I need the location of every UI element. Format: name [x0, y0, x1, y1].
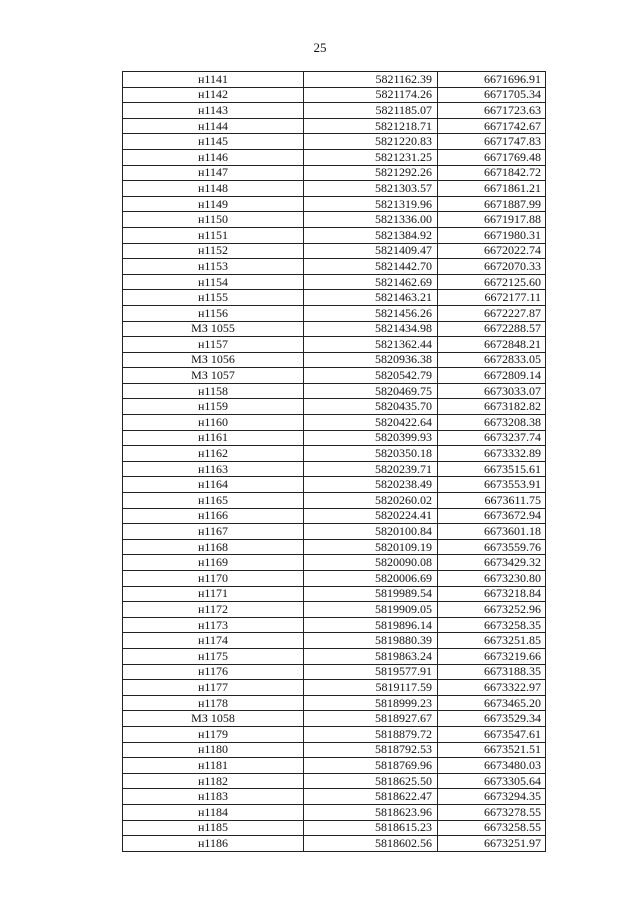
- y-coordinate-cell: 6671842.72: [438, 165, 546, 181]
- table-row: [123, 305, 546, 321]
- y-coordinate-cell: 6673547.61: [438, 726, 546, 742]
- x-coordinate-cell: 5818622.47: [304, 789, 438, 805]
- x-coordinate-cell: 5819117.59: [304, 680, 438, 696]
- y-coordinate-cell: 6673218.84: [438, 586, 546, 602]
- table-row: [123, 602, 546, 618]
- coordinates-table-body: [123, 72, 546, 852]
- table-row: [123, 695, 546, 711]
- x-coordinate-cell: 5819577.91: [304, 664, 438, 680]
- x-coordinate-cell: 5821319.96: [304, 196, 438, 212]
- point-id-cell: н1173: [123, 617, 304, 633]
- x-coordinate-cell: 5818625.50: [304, 773, 438, 789]
- table-row: [123, 633, 546, 649]
- table-row: [123, 274, 546, 290]
- coordinates-table: [122, 71, 546, 852]
- y-coordinate-cell: 6673237.74: [438, 430, 546, 446]
- x-coordinate-cell: 5818792.53: [304, 742, 438, 758]
- point-id-cell: н1146: [123, 149, 304, 165]
- x-coordinate-cell: 5818927.67: [304, 711, 438, 727]
- y-coordinate-cell: 6673033.07: [438, 383, 546, 399]
- table-row: [123, 742, 546, 758]
- y-coordinate-cell: 6673611.75: [438, 493, 546, 509]
- table-row: [123, 820, 546, 836]
- point-id-cell: н1186: [123, 836, 304, 852]
- x-coordinate-cell: 5821162.39: [304, 72, 438, 88]
- y-coordinate-cell: 6671769.48: [438, 149, 546, 165]
- point-id-cell: н1152: [123, 243, 304, 259]
- point-id-cell: н1147: [123, 165, 304, 181]
- y-coordinate-cell: 6673278.55: [438, 804, 546, 820]
- point-id-cell: н1175: [123, 648, 304, 664]
- x-coordinate-cell: 5818623.96: [304, 804, 438, 820]
- point-id-cell: н1149: [123, 196, 304, 212]
- table-row: [123, 134, 546, 150]
- table-row: [123, 773, 546, 789]
- y-coordinate-cell: 6673553.91: [438, 477, 546, 493]
- x-coordinate-cell: 5818602.56: [304, 836, 438, 852]
- table-row: [123, 539, 546, 555]
- table-row: [123, 87, 546, 103]
- point-id-cell: н1161: [123, 430, 304, 446]
- table-row: [123, 243, 546, 259]
- point-id-cell: н1179: [123, 726, 304, 742]
- table-row: [123, 259, 546, 275]
- y-coordinate-cell: 6673529.34: [438, 711, 546, 727]
- table-row: [123, 118, 546, 134]
- y-coordinate-cell: 6673251.97: [438, 836, 546, 852]
- x-coordinate-cell: 5821362.44: [304, 337, 438, 353]
- table-row: [123, 149, 546, 165]
- x-coordinate-cell: 5820238.49: [304, 477, 438, 493]
- x-coordinate-cell: 5820422.64: [304, 415, 438, 431]
- x-coordinate-cell: 5821303.57: [304, 181, 438, 197]
- y-coordinate-cell: 6673322.97: [438, 680, 546, 696]
- point-id-cell: н1159: [123, 399, 304, 415]
- table-row: [123, 383, 546, 399]
- table-row: [123, 212, 546, 228]
- x-coordinate-cell: 5821218.71: [304, 118, 438, 134]
- point-id-cell: н1165: [123, 493, 304, 509]
- x-coordinate-cell: 5820224.41: [304, 508, 438, 524]
- x-coordinate-cell: 5821174.26: [304, 87, 438, 103]
- table-row: [123, 227, 546, 243]
- x-coordinate-cell: 5821292.26: [304, 165, 438, 181]
- point-id-cell: н1160: [123, 415, 304, 431]
- table-row: [123, 430, 546, 446]
- y-coordinate-cell: 6672070.33: [438, 259, 546, 275]
- x-coordinate-cell: 5820260.02: [304, 493, 438, 509]
- table-row: [123, 415, 546, 431]
- point-id-cell: н1170: [123, 571, 304, 587]
- y-coordinate-cell: 6671747.83: [438, 134, 546, 150]
- x-coordinate-cell: 5820239.71: [304, 461, 438, 477]
- table-row: [123, 508, 546, 524]
- point-id-cell: МЗ 1055: [123, 321, 304, 337]
- point-id-cell: н1158: [123, 383, 304, 399]
- table-row: [123, 461, 546, 477]
- point-id-cell: н1144: [123, 118, 304, 134]
- table-row: [123, 165, 546, 181]
- y-coordinate-cell: 6672833.05: [438, 352, 546, 368]
- y-coordinate-cell: 6673258.35: [438, 617, 546, 633]
- point-id-cell: МЗ 1058: [123, 711, 304, 727]
- x-coordinate-cell: 5820399.93: [304, 430, 438, 446]
- x-coordinate-cell: 5818879.72: [304, 726, 438, 742]
- y-coordinate-cell: 6672809.14: [438, 368, 546, 384]
- point-id-cell: н1185: [123, 820, 304, 836]
- point-id-cell: н1166: [123, 508, 304, 524]
- point-id-cell: МЗ 1057: [123, 368, 304, 384]
- x-coordinate-cell: 5821231.25: [304, 149, 438, 165]
- y-coordinate-cell: 6673182.82: [438, 399, 546, 415]
- y-coordinate-cell: 6673258.55: [438, 820, 546, 836]
- y-coordinate-cell: 6673252.96: [438, 602, 546, 618]
- table-row: [123, 836, 546, 852]
- x-coordinate-cell: 5819896.14: [304, 617, 438, 633]
- table-row: [123, 477, 546, 493]
- y-coordinate-cell: 6673219.66: [438, 648, 546, 664]
- x-coordinate-cell: 5821442.70: [304, 259, 438, 275]
- x-coordinate-cell: 5818615.23: [304, 820, 438, 836]
- y-coordinate-cell: 6672288.57: [438, 321, 546, 337]
- y-coordinate-cell: 6673521.51: [438, 742, 546, 758]
- point-id-cell: н1182: [123, 773, 304, 789]
- y-coordinate-cell: 6673559.76: [438, 539, 546, 555]
- x-coordinate-cell: 5818999.23: [304, 695, 438, 711]
- point-id-cell: н1164: [123, 477, 304, 493]
- y-coordinate-cell: 6673429.32: [438, 555, 546, 571]
- point-id-cell: н1150: [123, 212, 304, 228]
- x-coordinate-cell: 5819989.54: [304, 586, 438, 602]
- point-id-cell: н1162: [123, 446, 304, 462]
- x-coordinate-cell: 5820109.19: [304, 539, 438, 555]
- table-row: [123, 648, 546, 664]
- point-id-cell: н1153: [123, 259, 304, 275]
- point-id-cell: н1174: [123, 633, 304, 649]
- point-id-cell: н1163: [123, 461, 304, 477]
- y-coordinate-cell: 6672848.21: [438, 337, 546, 353]
- point-id-cell: н1145: [123, 134, 304, 150]
- y-coordinate-cell: 6673672.94: [438, 508, 546, 524]
- table-row: [123, 726, 546, 742]
- point-id-cell: н1177: [123, 680, 304, 696]
- table-row: [123, 337, 546, 353]
- point-id-cell: н1169: [123, 555, 304, 571]
- table-row: [123, 789, 546, 805]
- x-coordinate-cell: 5821456.26: [304, 305, 438, 321]
- x-coordinate-cell: 5821384.92: [304, 227, 438, 243]
- y-coordinate-cell: 6672177.11: [438, 290, 546, 306]
- y-coordinate-cell: 6673208.38: [438, 415, 546, 431]
- y-coordinate-cell: 6671742.67: [438, 118, 546, 134]
- point-id-cell: н1151: [123, 227, 304, 243]
- x-coordinate-cell: 5821409.47: [304, 243, 438, 259]
- point-id-cell: н1154: [123, 274, 304, 290]
- table-row: [123, 586, 546, 602]
- point-id-cell: МЗ 1056: [123, 352, 304, 368]
- table-row: [123, 181, 546, 197]
- table-row: [123, 571, 546, 587]
- y-coordinate-cell: 6672125.60: [438, 274, 546, 290]
- point-id-cell: н1141: [123, 72, 304, 88]
- x-coordinate-cell: 5819909.05: [304, 602, 438, 618]
- point-id-cell: н1181: [123, 758, 304, 774]
- x-coordinate-cell: 5820435.70: [304, 399, 438, 415]
- table-row: [123, 196, 546, 212]
- point-id-cell: н1143: [123, 103, 304, 119]
- table-row: [123, 399, 546, 415]
- y-coordinate-cell: 6673332.89: [438, 446, 546, 462]
- page-number: 25: [313, 40, 327, 55]
- x-coordinate-cell: 5821462.69: [304, 274, 438, 290]
- x-coordinate-cell: 5818769.96: [304, 758, 438, 774]
- point-id-cell: н1156: [123, 305, 304, 321]
- table-row: [123, 103, 546, 119]
- y-coordinate-cell: 6673515.61: [438, 461, 546, 477]
- y-coordinate-cell: 6671861.21: [438, 181, 546, 197]
- x-coordinate-cell: 5820090.08: [304, 555, 438, 571]
- point-id-cell: н1148: [123, 181, 304, 197]
- y-coordinate-cell: 6673465.20: [438, 695, 546, 711]
- point-id-cell: н1155: [123, 290, 304, 306]
- x-coordinate-cell: 5821434.98: [304, 321, 438, 337]
- x-coordinate-cell: 5820100.84: [304, 524, 438, 540]
- point-id-cell: н1168: [123, 539, 304, 555]
- point-id-cell: н1167: [123, 524, 304, 540]
- y-coordinate-cell: 6673601.18: [438, 524, 546, 540]
- table-row: [123, 524, 546, 540]
- y-coordinate-cell: 6671696.91: [438, 72, 546, 88]
- table-row: [123, 493, 546, 509]
- point-id-cell: н1178: [123, 695, 304, 711]
- point-id-cell: н1142: [123, 87, 304, 103]
- x-coordinate-cell: 5821185.07: [304, 103, 438, 119]
- table-row: [123, 664, 546, 680]
- x-coordinate-cell: 5820006.69: [304, 571, 438, 587]
- x-coordinate-cell: 5821336.00: [304, 212, 438, 228]
- point-id-cell: н1172: [123, 602, 304, 618]
- x-coordinate-cell: 5820542.79: [304, 368, 438, 384]
- x-coordinate-cell: 5819863.24: [304, 648, 438, 664]
- table-row: [123, 368, 546, 384]
- point-id-cell: н1180: [123, 742, 304, 758]
- table-row: [123, 617, 546, 633]
- x-coordinate-cell: 5821220.83: [304, 134, 438, 150]
- table-row: [123, 290, 546, 306]
- x-coordinate-cell: 5820469.75: [304, 383, 438, 399]
- point-id-cell: н1171: [123, 586, 304, 602]
- y-coordinate-cell: 6673251.85: [438, 633, 546, 649]
- table-row: [123, 804, 546, 820]
- y-coordinate-cell: 6673188.35: [438, 664, 546, 680]
- y-coordinate-cell: 6672022.74: [438, 243, 546, 259]
- table-row: [123, 758, 546, 774]
- x-coordinate-cell: 5820350.18: [304, 446, 438, 462]
- table-row: [123, 711, 546, 727]
- y-coordinate-cell: 6671723.63: [438, 103, 546, 119]
- table-row: [123, 321, 546, 337]
- x-coordinate-cell: 5820936.38: [304, 352, 438, 368]
- table-row: [123, 680, 546, 696]
- y-coordinate-cell: 6671705.34: [438, 87, 546, 103]
- table-row: [123, 446, 546, 462]
- y-coordinate-cell: 6671980.31: [438, 227, 546, 243]
- point-id-cell: н1157: [123, 337, 304, 353]
- table-row: [123, 352, 546, 368]
- y-coordinate-cell: 6671887.99: [438, 196, 546, 212]
- y-coordinate-cell: 6671917.88: [438, 212, 546, 228]
- table-row: [123, 72, 546, 88]
- table-row: [123, 555, 546, 571]
- x-coordinate-cell: 5821463.21: [304, 290, 438, 306]
- x-coordinate-cell: 5819880.39: [304, 633, 438, 649]
- point-id-cell: н1183: [123, 789, 304, 805]
- point-id-cell: н1176: [123, 664, 304, 680]
- y-coordinate-cell: 6673230.80: [438, 571, 546, 587]
- y-coordinate-cell: 6673294.35: [438, 789, 546, 805]
- y-coordinate-cell: 6672227.87: [438, 305, 546, 321]
- y-coordinate-cell: 6673480.03: [438, 758, 546, 774]
- point-id-cell: н1184: [123, 804, 304, 820]
- y-coordinate-cell: 6673305.64: [438, 773, 546, 789]
